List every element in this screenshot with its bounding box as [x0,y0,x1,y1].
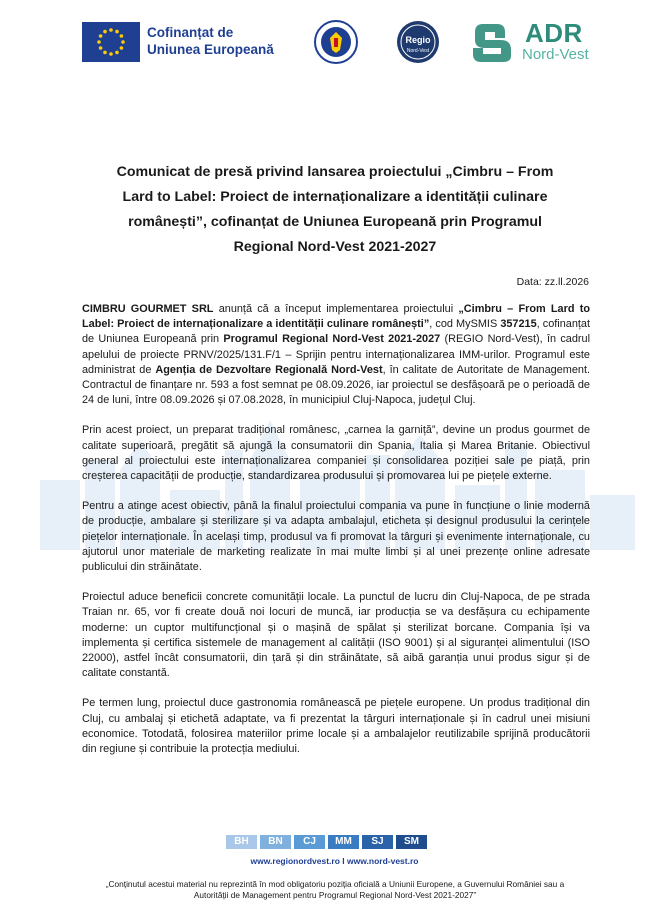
regio-logo [396,20,440,64]
paragraph-text: , cofinanțat de Uniunea Europeană prin [82,318,591,346]
paragraph-long-term: Pe termen lung, proiectul duce gastronomia românească pe piețele europene. Un produs tradițional din Cluj, cu ambalaj și etichetă adaptate, va fi prezentat la târguri internaționale și în cadrul unei misiuni economice. Totodată, folosirea materiilor prime locale și a ambalajelor reutilizabile sprijină producătorii din regiune și contribuie la protecția mediului. [82,697,590,756]
paragraph-intro [82,302,590,408]
release-date: Data: zz.ll.2026 [516,276,589,288]
eu-line-2: Uniunea Europeană [147,42,274,57]
press-release-title [82,160,588,260]
eu-line-1: Cofinanțat de [147,25,234,40]
paragraph-benefits: Proiectul aduce beneficii concrete comunității locale. La punctul de lucru din Cluj-Napoca, de pe strada Traian nr. 65, vor fi create două noi locuri de muncă, iar producția se va desfășura cu echipamente moderne: un cuptor multifuncțional și o mașină de spălat și sterilizat borcane. Compania își va implementa și certifica sistemele de management al calității (ISO 9001) și al siguranței alimentului (ISO 22000), astfel încât consumatorii, din țară și din străinătate, să aibă garanția unui produs sigur și de calitate constantă. [82,591,590,680]
paragraph-objective: Prin acest proiect, un preparat tradițional românesc, „carnea la garniță”, devine un produs gourmet de calitate superioară, pregătit să ajungă la consumatorii din Spania, Italia și Marea Britanie. Obiectivul general al proiectului este internaționalizarea companiei și consolidarea poziției sale pe piață, prin creșterea capacității de producție, standardizarea produsului și promovarea lui pe piețele externe. [82,424,590,483]
title-line: românești”, cofinanțat de Uniunea Europeană prin Programul [128,214,542,230]
paragraph-actions: Pentru a atinge acest obiectiv, până la finalul proiectului compania va pune în funcțiune o linie modernă de producție, ambalare și sterilizare și va adapta ambalajul, eticheta și designul produsului la cerințele piețelor internaționale. În același timp, produsul va fi promovat la târguri și evenimente internaționale, cu ajutorul unor materiale de marketing realizate în mai multe limbi și al unei prezențe online adresate publicului din străinătate. [82,500,590,574]
regio-sub-text: Nord-Vest [406,48,430,54]
paragraph-text: anunță că a început implementarea proiectului [213,303,459,315]
county-badge: MM [328,835,359,849]
title-line: Regional Nord-Vest 2021-2027 [233,239,437,255]
press-release-body [82,302,590,772]
county-badge: BN [260,835,291,849]
paragraph-text: (REGIO Nord-Vest), în cadrul apelului de proiecte PRNV/2025/131.F/1 – Sprijin pentru internaționalizarea IMM-urilor. Programul este administrat de [82,333,590,376]
paragraph-text: , cod MySMIS [429,318,501,331]
paragraph-text: , în calitate de Autoritate de Management. Contractul de finanțare nr. 593 a fost semnat pe 08.09.2026, iar proiectul se desfășoară pe o perioadă de 24 de luni, între 08.09.2026 și 07.08.2028, în municipiul Cluj-Napoca, județul Cluj. [82,363,591,407]
county-codes-bar [226,835,430,849]
county-badge: SJ [362,835,393,849]
county-badge: BH [226,835,257,849]
footer-disclaimer: „Conținutul acestui material nu reprezintă în mod obligatoriu poziția oficială a Uniunii Europene, a Guvernului României sau a Autorității de Management pentru Programul Regional Nord-Vest 2021-2027” [105,879,565,900]
title-line: Comunicat de presă privind lansarea proiectului „Cimbru – From [116,164,554,180]
company-name: CIMBRU GOURMET SRL [82,303,214,315]
program-name: Programul Regional Nord-Vest 2021-2027 [223,333,441,346]
adr-title: ADR [525,18,583,48]
eu-cofinancing-label [147,24,274,58]
county-badge: SM [396,835,427,849]
eu-flag-icon [82,22,140,62]
smis-code: 357215 [500,318,537,331]
regio-text: Regio [405,35,431,45]
agency-name: Agenția de Dezvoltare Regională Nord-Vest [155,363,383,376]
romanian-government-seal-icon [314,20,358,64]
header [0,0,669,80]
footer-website-links[interactable]: www.regionordvest.ro I www.nord-vest.ro [250,856,419,866]
adr-subtitle: Nord-Vest [522,46,589,63]
project-name: „Cimbru – From Lard to Label: Proiect de internaționalizare a identității culinare românești” [82,303,591,331]
title-line: Lard to Label: Proiect de internaționalizare a identității culinare [122,189,548,205]
county-badge: CJ [294,835,325,849]
